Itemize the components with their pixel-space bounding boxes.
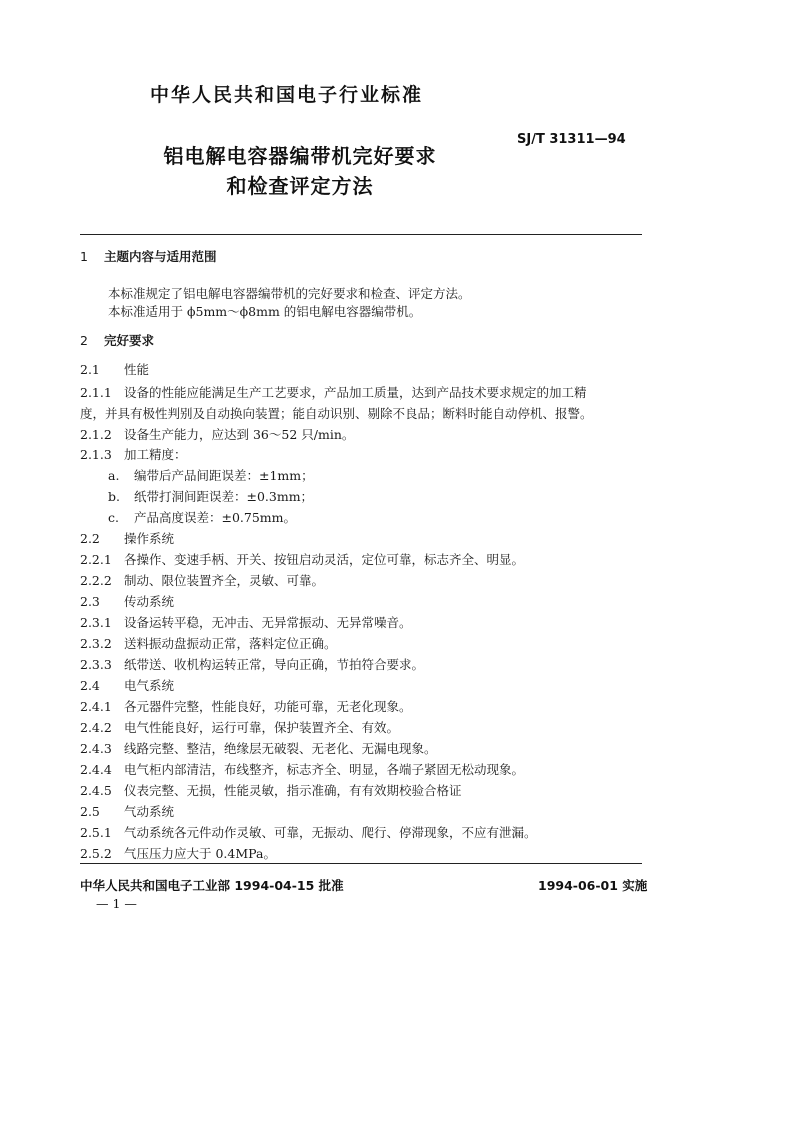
clause-2-4-3: 2.4.3 线路完整、整洁，绝缘层无破裂、无老化、无漏电现象。 — [80, 741, 437, 756]
section-2-heading — [80, 332, 650, 350]
clause-2-4-4: 2.4.4 电气柜内部清洁，布线整齐，标志齐全、明显，各端子紧固无松动现象。 — [80, 762, 525, 777]
clause-2-3: 2.3 传动系统 — [80, 594, 175, 609]
clause-2-1: 2.1 性能 — [80, 362, 150, 377]
section-title: 主题内容与适用范围 — [104, 249, 217, 264]
clause-2-3-1: 2.3.1 设备运转平稳，无冲击、无异常振动、无异常噪音。 — [80, 615, 412, 630]
section-1-heading — [80, 248, 650, 266]
document-title-line-1: 铝电解电容器编带机完好要求 — [163, 144, 437, 168]
approval-statement: 中华人民共和国电子工业部 1994-04-15 批准 — [80, 878, 344, 893]
implementation-date: 1994-06-01 实施 — [538, 878, 648, 893]
document-title-line-2: 和检查评定方法 — [226, 174, 374, 198]
section-title: 完好要求 — [104, 333, 155, 348]
header-divider — [80, 234, 642, 235]
section-number: 1 — [80, 249, 88, 264]
clause-2-3-3: 2.3.3 纸带送、收机构运转正常，导向正确，节拍符合要求。 — [80, 657, 425, 672]
clause-2-1-3-a: a. 编带后产品间距误差：±1mm； — [108, 468, 314, 483]
clause-2-4-2: 2.4.2 电气性能良好，运行可靠，保护装置齐全、有效。 — [80, 720, 400, 735]
section-1-paragraph-2: 本标准适用于 ϕ5mm～ϕ8mm 的铝电解电容器编带机。 — [108, 304, 422, 319]
standard-organization: 中华人民共和国电子行业标准 — [150, 84, 424, 106]
clause-2-2-2: 2.2.2 制动、限位装置齐全，灵敏、可靠。 — [80, 573, 325, 588]
clause-2-4-5: 2.4.5 仪表完整、无损，性能灵敏，指示准确，有有效期校验合格证 — [80, 783, 462, 798]
clause-2-4: 2.4 电气系统 — [80, 678, 175, 693]
clause-2-4-1: 2.4.1 各元器件完整，性能良好，功能可靠，无老化现象。 — [80, 699, 412, 714]
clause-2-1-2: 2.1.2 设备生产能力，应达到 36～52 只/min。 — [80, 427, 355, 442]
clause-2-2: 2.2 操作系统 — [80, 531, 175, 546]
footer-divider — [80, 863, 642, 864]
clause-2-5-1: 2.5.1 气动系统各元件动作灵敏、可靠，无振动、爬行、停滞现象，不应有泄漏。 — [80, 825, 537, 840]
clause-2-1-3: 2.1.3 加工精度： — [80, 447, 187, 462]
clause-2-5: 2.5 气动系统 — [80, 804, 175, 819]
clause-2-1-1-continued: 度，并具有极性判别及自动换向装置；能自动识别、剔除不良品；断料时能自动停机、报警。 — [80, 406, 593, 421]
standard-code: SJ/T 31311—94 — [517, 132, 626, 147]
section-1-paragraph-1: 本标准规定了铝电解电容器编带机的完好要求和检查、评定方法。 — [108, 286, 471, 301]
clause-2-1-3-b: b. 纸带打洞间距误差：±0.3mm； — [108, 489, 314, 504]
clause-2-5-2: 2.5.2 气压压力应大于 0.4MPa。 — [80, 846, 276, 861]
page-number: — 1 — — [96, 896, 137, 911]
clause-2-3-2: 2.3.2 送料振动盘振动正常，落料定位正确。 — [80, 636, 337, 651]
clause-2-2-1: 2.2.1 各操作、变速手柄、开关、按钮启动灵活，定位可靠，标志齐全、明显。 — [80, 552, 525, 567]
clause-2-1-1: 2.1.1 设备的性能应能满足生产工艺要求，产品加工质量，达到产品技术要求规定的加工精 — [80, 385, 587, 400]
clause-2-1-3-c: c. 产品高度误差：±0.75mm。 — [108, 510, 297, 525]
section-number: 2 — [80, 333, 88, 348]
